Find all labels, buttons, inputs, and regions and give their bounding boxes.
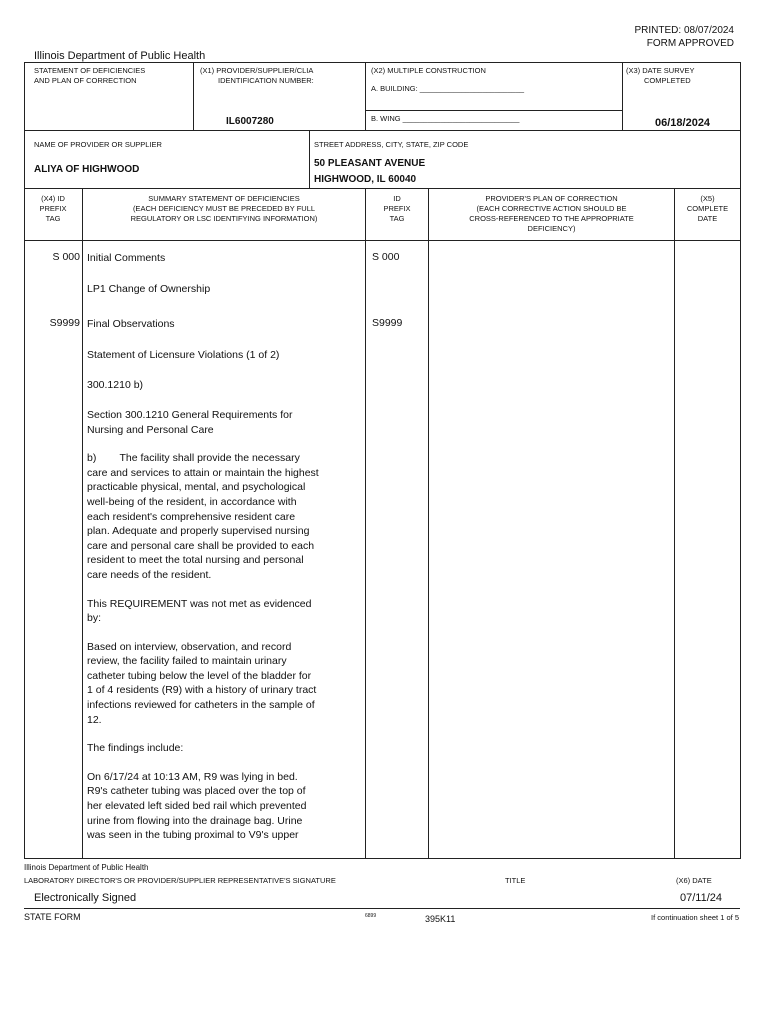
header-meta [635,24,735,50]
x3-label: (X3) DATE SURVEY COMPLETED [626,66,695,85]
signature-date: 07/11/24 [680,892,723,904]
x2-building: A. BUILDING: _________________________ [371,84,525,93]
divider-x3 [622,62,623,130]
section-heading: Section 300.1210 General Requirements for Nursing and Personal Care [87,408,293,436]
divider-address [309,130,310,188]
form-code: 395K11 [425,914,456,924]
divider-provider-row [24,188,740,189]
x4-header: (X4) ID PREFIX TAG [39,194,67,223]
frame-bottom [24,858,741,859]
plan-header: PROVIDER'S PLAN OF CORRECTION (EACH CORRECTIVE ACTION SHOULD BE CROSS-REFERENCED TO THE APPROPRIATE DEFICIENCY) [469,194,634,233]
frame-top [24,62,740,63]
observation-paragraph: On 6/17/24 at 10:13 AM, R9 was lying in bed. R9's catheter tubing was placed over the top of her elevated left sided bed rail which prevented urine from flowing into the drainage bag. Urine was seen in the tubing proximal to V9's upper [87,770,307,842]
tag-s9999-right: S9999 [372,317,403,329]
provider-name-label: NAME OF PROVIDER OR SUPPLIER [34,140,162,149]
frame-right [740,62,741,859]
divider-top-row [24,130,740,131]
signature-label: LABORATORY DIRECTOR'S OR PROVIDER/SUPPLIER REPRESENTATIVE'S SIGNATURE [24,876,336,885]
x5-header: (X5) COMPLETE DATE [686,194,729,223]
requirement-not-met: This REQUIREMENT was not met as evidenced by: [87,597,312,625]
id-header: ID PREFIX TAG [383,194,411,223]
tag-s000-right: S 000 [372,251,400,263]
x1-label: (X1) PROVIDER/SUPPLIER/CLIA IDENTIFICATION NUMBER: [200,66,314,85]
paragraph-b: b) The facility shall provide the necessary care and services to attain or maintain the highest practicable physical, mental, and psychological well-being of the resident, in accordance with each resident's comprehensive resident care plan. Adequate and properly supervised nursing care and personal care shall be provided to each resident to meet the total nursing and personal care needs of the resident. [87,452,319,581]
statement-label: STATEMENT OF DEFICIENCIES AND PLAN OF CORRECTION [34,66,146,85]
col-divider-3 [428,188,429,858]
tag-s9999: S9999 [49,317,80,329]
col-divider-2 [365,188,366,858]
continuation-sheet: If continuation sheet 1 of 5 [651,913,739,922]
regulation-ref: 300.1210 b) [87,379,144,392]
deficiency-body [87,251,362,843]
x2-wing: B. WING ____________________________ [371,114,520,123]
findings-include: The findings include: [87,742,184,755]
tag-s000: S 000 [52,251,80,263]
initial-comments: Initial Comments [87,252,166,264]
col-divider-1 [82,188,83,858]
col-divider-4 [674,188,675,858]
x2-label: (X2) MULTIPLE CONSTRUCTION [371,66,486,75]
lp1-change: LP1 Change of Ownership [87,282,211,295]
footer-divider [24,908,740,909]
address-label: STREET ADDRESS, CITY, STATE, ZIP CODE [314,140,469,149]
x3-value: 06/18/2024 [655,117,711,129]
form-approved: FORM APPROVED [646,38,734,49]
state-form: STATE FORM [24,912,81,922]
divider-column-header [24,240,740,241]
agency-name: Illinois Department of Public Health [34,50,206,62]
frame-left [24,62,25,859]
divider-wing [365,110,622,111]
divider-x2 [365,62,366,130]
printed-date: PRINTED: 08/07/2024 [634,25,734,36]
divider-x1 [193,62,194,130]
x1-value: IL6007280 [226,116,274,127]
footer-agency: Illinois Department of Public Health [24,863,149,872]
electronically-signed: Electronically Signed [34,892,137,904]
title-label: TITLE [505,876,526,885]
final-observations: Final Observations [87,318,175,331]
based-on-paragraph: Based on interview, observation, and record review, the facility failed to maintain urinary catheter tubing below the level of the bladder for 1 of 4 residents (R9) with a history of urinary tract infections reviewed for catheters in the sample of 12. [87,640,317,726]
summary-header: SUMMARY STATEMENT OF DEFICIENCIES (EACH DEFICIENCY MUST BE PRECEDED BY FULL REGULATORY OR LSC IDENTIFYING INFORMATION) [130,194,318,223]
provider-name: ALIYA OF HIGHWOOD [34,164,140,175]
form-code-small: 6899 [365,913,377,919]
statement-violations: Statement of Licensure Violations (1 of 2) [87,348,280,361]
date-label: (X6) DATE [676,876,712,885]
address: 50 PLEASANT AVENUE HIGHWOOD, IL 60040 [314,158,426,185]
